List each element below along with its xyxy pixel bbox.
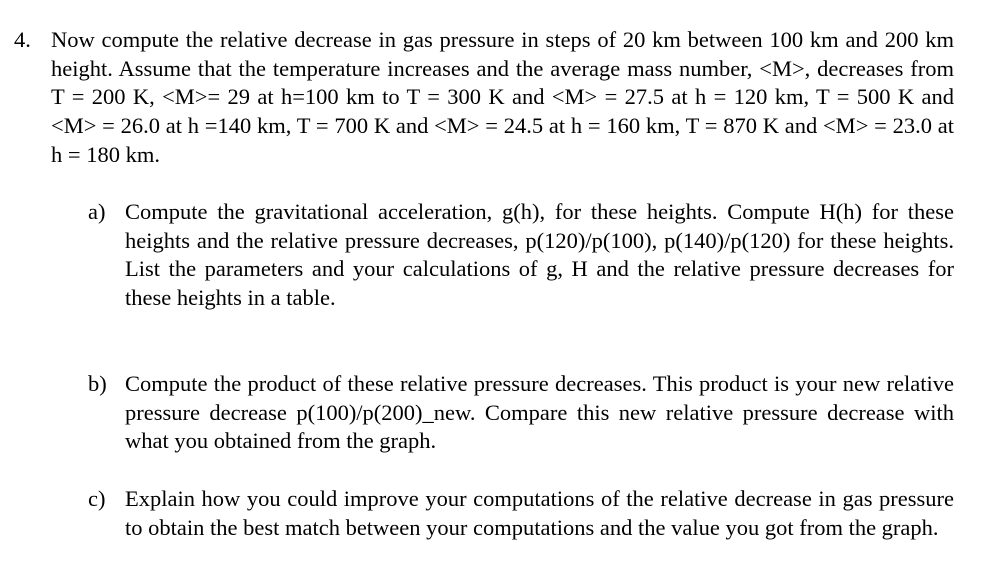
subquestion-a xyxy=(88,198,954,313)
subquestion-text: Compute the gravitational acceleration, g(h), for these heights. Compute H(h) for these heights and the relative pressure decreases, p(120)/p(100), p(140)/p(120) for these heights. List the parameters and your calculations of g, H and the relative pressure decreases for these heights in a table. xyxy=(125,199,954,311)
subquestion-label: b) xyxy=(88,371,107,396)
subquestion-text: Explain how you could improve your computations of the relative decrease in gas pressure to obtain the best match between your computations and the value you got from the graph. xyxy=(125,486,954,540)
subquestion-label: a) xyxy=(88,199,106,224)
question-4 xyxy=(14,26,954,170)
subquestion-b xyxy=(88,370,954,456)
question-number: 4. xyxy=(14,27,31,52)
subquestion-c xyxy=(88,485,954,542)
subquestion-label: c) xyxy=(88,486,106,511)
subquestion-text: Compute the product of these relative pressure decreases. This product is your new relative pressure decrease p(100)/p(200)_new. Compare this new relative pressure decrease with what you obtained from the graph. xyxy=(125,371,954,454)
question-text: Now compute the relative decrease in gas pressure in steps of 20 km between 100 km and 200 km height. Assume that the temperature increases and the average mass number, <M>, decreases from T = 200 K, <M>= 29 at h=100 km to T = 300 K and <M> = 27.5 at h = 120 km, T = 500 K and <M> = 26.0 at h =140 km, T = 700 K and <M> = 24.5 at h = 160 km, T = 870 K and <M> = 23.0 at h = 180 km. xyxy=(51,27,954,167)
